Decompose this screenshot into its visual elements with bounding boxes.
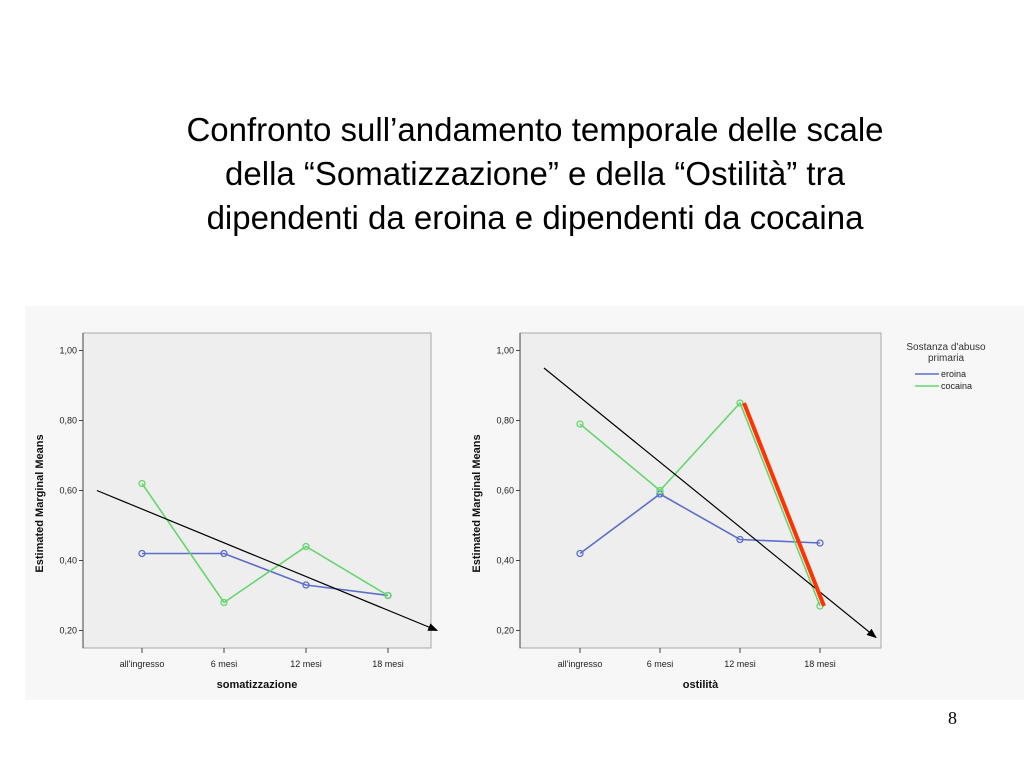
x-tick-label: 18 mesi <box>804 659 836 669</box>
charts-svg <box>25 306 1024 700</box>
y-tick-label: 1,00 <box>496 345 514 356</box>
title-line-2: della “Somatizzazione” e della “Ostilità” tra <box>225 155 845 192</box>
x-tick-label: 12 mesi <box>724 659 756 669</box>
legend-label-cocaina: cocaina <box>941 381 973 391</box>
y-tick-label: 0,40 <box>496 555 514 566</box>
y-tick-label: 0,60 <box>59 485 77 496</box>
y-tick-label: 0,40 <box>59 555 77 566</box>
title-line-1: Confronto sull’andamento temporale delle scale <box>186 111 884 148</box>
x-tick-label: 12 mesi <box>290 659 322 669</box>
x-tick-label: 6 mesi <box>210 659 238 669</box>
y-axis-title: Estimated Marginal Means <box>471 434 483 573</box>
legend <box>906 342 986 391</box>
x-axis-title: somatizzazione <box>216 679 298 691</box>
legend-title: primaria <box>927 353 965 364</box>
y-tick-label: 1,00 <box>59 345 77 356</box>
plot-area <box>83 333 431 648</box>
title-line-3: dipendenti da eroina e dipendenti da cocaina <box>206 199 864 236</box>
legend-title: Sostanza d'abuso <box>906 342 986 353</box>
page-number: 8 <box>948 708 957 728</box>
x-tick-label: all'ingresso <box>119 659 165 669</box>
y-tick-label: 0,80 <box>59 415 77 426</box>
y-tick-label: 0,20 <box>496 625 514 636</box>
y-tick-label: 0,20 <box>59 625 77 636</box>
slide-title <box>90 108 980 240</box>
y-tick-label: 0,80 <box>496 415 514 426</box>
x-tick-label: 6 mesi <box>646 659 674 669</box>
y-tick-label: 0,60 <box>496 485 514 496</box>
chart-1 <box>34 333 437 691</box>
y-axis-title: Estimated Marginal Means <box>34 434 46 573</box>
x-tick-label: all'ingresso <box>557 659 603 669</box>
legend-label-eroina: eroina <box>941 369 967 379</box>
x-tick-label: 18 mesi <box>372 659 404 669</box>
chart-2 <box>471 333 986 691</box>
plot-area <box>520 333 881 648</box>
chart-panel <box>25 306 1024 700</box>
x-axis-title: ostilità <box>682 679 719 691</box>
